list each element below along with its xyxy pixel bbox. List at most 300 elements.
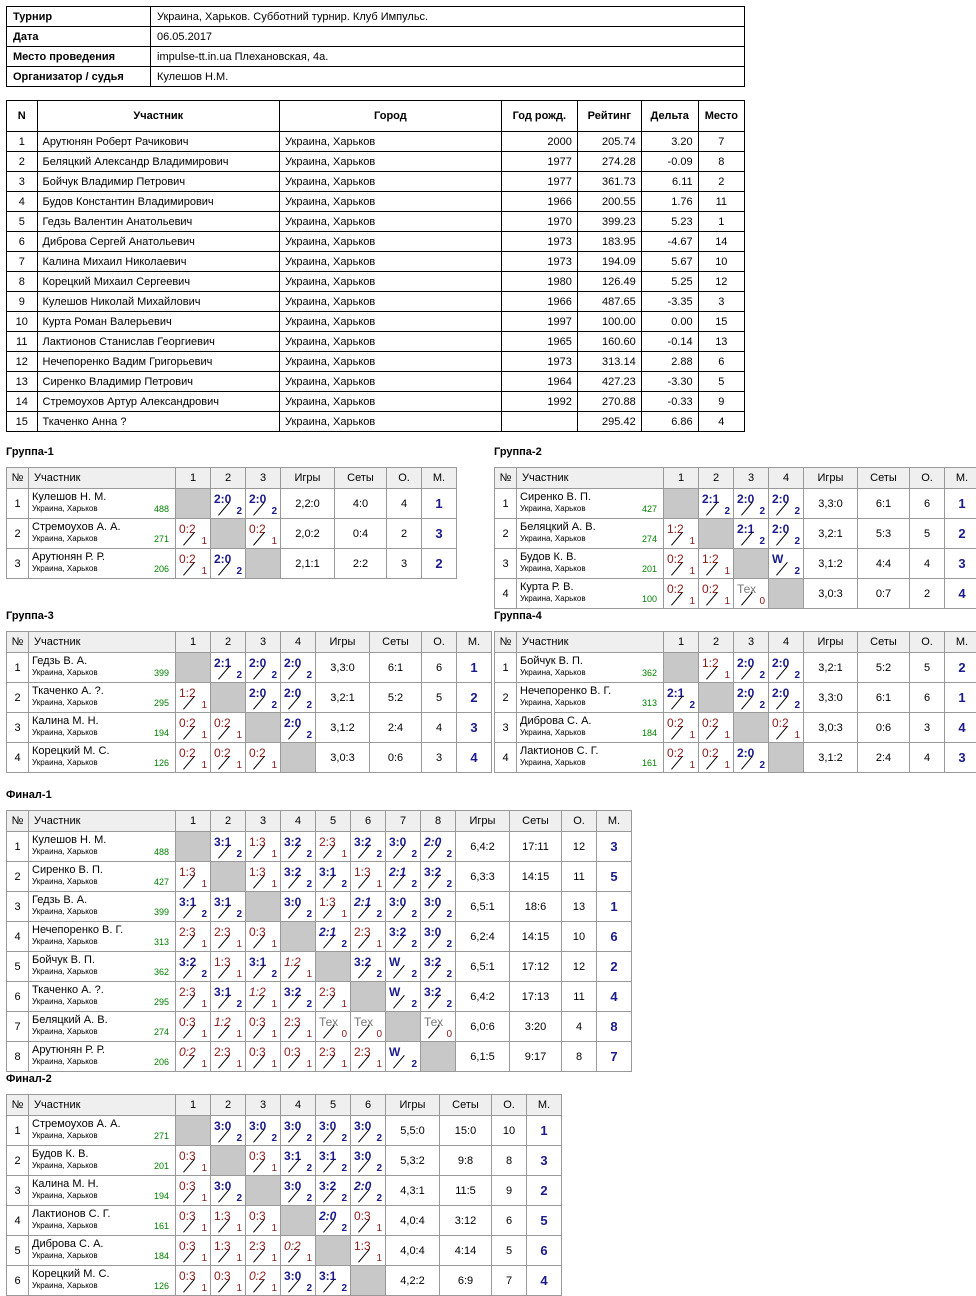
participant-city: Украина, Харьков 362 bbox=[32, 967, 169, 977]
match-result-cell bbox=[351, 1116, 386, 1146]
match-result-cell bbox=[316, 1012, 351, 1042]
match-score-text: 0:2 bbox=[179, 552, 196, 566]
info-value: 06.05.2017 bbox=[151, 27, 745, 47]
col-games-header: Игры bbox=[386, 1095, 440, 1116]
match-score bbox=[769, 653, 803, 682]
match-points: 1 bbox=[724, 566, 730, 577]
match-score bbox=[211, 1116, 245, 1145]
participant-city: Украина, Харьков 399 bbox=[32, 907, 169, 917]
self-match-cell bbox=[316, 1236, 351, 1266]
col-number-header: № bbox=[495, 468, 517, 489]
participant-delta: -0.09 bbox=[641, 152, 698, 172]
col-place-header: М. bbox=[457, 632, 492, 653]
match-score bbox=[316, 922, 350, 951]
info-key: Турнир bbox=[7, 7, 151, 27]
group-row bbox=[7, 1176, 562, 1206]
match-score-text: Тех bbox=[737, 582, 757, 596]
points-summary: 4 bbox=[562, 1012, 597, 1042]
participant-number: 14 bbox=[7, 392, 38, 412]
match-score-text: 2:3 bbox=[214, 1045, 231, 1059]
match-result-cell bbox=[176, 519, 211, 549]
self-match-cell bbox=[176, 653, 211, 683]
points-summary: 4 bbox=[422, 713, 457, 743]
points-summary: 8 bbox=[492, 1146, 527, 1176]
participant-rating: 295.42 bbox=[577, 412, 641, 432]
participant-rating: 274 bbox=[641, 534, 657, 544]
place-summary: 1 bbox=[527, 1116, 562, 1146]
match-score bbox=[281, 892, 315, 921]
row-number: 6 bbox=[7, 982, 29, 1012]
sets-summary: 5:2 bbox=[370, 683, 422, 713]
match-score-text: 0:2 bbox=[667, 582, 684, 596]
participant-row bbox=[7, 252, 745, 272]
match-score bbox=[211, 922, 245, 951]
match-result-cell bbox=[351, 1236, 386, 1266]
participant-city: Украина, Харьков 313 bbox=[32, 937, 169, 947]
participant-birth-year: 1992 bbox=[501, 392, 577, 412]
participant-rating: 295 bbox=[153, 997, 169, 1007]
match-result-cell bbox=[664, 519, 699, 549]
participant-delta: -0.33 bbox=[641, 392, 698, 412]
participants-header: Участник bbox=[37, 101, 280, 132]
participant-place: 10 bbox=[698, 252, 744, 272]
participant-short-name: Нечепоренко В. Г. bbox=[520, 685, 612, 697]
match-score bbox=[246, 1012, 280, 1041]
participant-short-name: Курта Р. В. bbox=[520, 581, 574, 593]
participant-name: Беляцкий Александр Владимирович bbox=[37, 152, 280, 172]
participant-city: Украина, Харьков 399 bbox=[32, 668, 169, 678]
match-result-cell bbox=[351, 952, 386, 982]
participant-short-name: Арутюнян Р. Р. bbox=[32, 1044, 105, 1056]
row-number: 1 bbox=[495, 653, 517, 683]
col-opponent-header: 4 bbox=[281, 811, 316, 832]
match-score bbox=[351, 922, 385, 951]
match-points: 2 bbox=[306, 730, 312, 741]
participant-name: Нечепоренко Вадим Григорьевич bbox=[37, 352, 280, 372]
col-points-header: О. bbox=[562, 811, 597, 832]
match-result-cell bbox=[769, 489, 804, 519]
match-score-text: 2:3 bbox=[249, 1239, 266, 1253]
participant-row bbox=[7, 132, 745, 152]
place-summary: 3 bbox=[597, 832, 632, 862]
info-row bbox=[7, 47, 745, 67]
participant-place: 12 bbox=[698, 272, 744, 292]
match-score bbox=[351, 862, 385, 891]
participants-header: Год рожд. bbox=[501, 101, 577, 132]
group-row bbox=[7, 892, 632, 922]
match-score bbox=[699, 549, 733, 578]
self-match-cell bbox=[176, 489, 211, 519]
col-opponent-header: 4 bbox=[769, 632, 804, 653]
games-summary: 6,4:2 bbox=[456, 982, 510, 1012]
participant-rating: 205.74 bbox=[577, 132, 641, 152]
match-points: 1 bbox=[724, 596, 730, 607]
match-points: 2 bbox=[236, 999, 242, 1010]
row-number: 1 bbox=[7, 832, 29, 862]
self-match-cell bbox=[246, 713, 281, 743]
participant-number: 3 bbox=[7, 172, 38, 192]
match-result-cell bbox=[281, 1266, 316, 1296]
match-points: 1 bbox=[306, 1029, 312, 1040]
col-opponent-header: 4 bbox=[769, 468, 804, 489]
match-points: 2 bbox=[689, 700, 695, 711]
match-score bbox=[176, 683, 210, 712]
match-score bbox=[246, 862, 280, 891]
match-score bbox=[351, 1042, 385, 1071]
participant-city: Украина, Харьков 184 bbox=[32, 1251, 169, 1261]
participant-name: Стремоухов Артур Александрович bbox=[37, 392, 280, 412]
participant-city: Украина, Харьков bbox=[280, 412, 502, 432]
match-score-text: 0:3 bbox=[179, 1179, 196, 1193]
match-score-text: 3:0 bbox=[284, 1269, 302, 1283]
match-result-cell bbox=[176, 743, 211, 773]
match-score-text: 3:0 bbox=[319, 1119, 337, 1133]
match-score bbox=[351, 1116, 385, 1145]
participant-delta: -0.14 bbox=[641, 332, 698, 352]
match-result-cell bbox=[211, 982, 246, 1012]
participant-rating: 194.09 bbox=[577, 252, 641, 272]
match-score-text: 2:3 bbox=[214, 925, 231, 939]
points-summary: 3 bbox=[910, 713, 945, 743]
points-summary: 5 bbox=[422, 683, 457, 713]
match-points: 2 bbox=[236, 1193, 242, 1204]
sets-summary: 5:2 bbox=[858, 653, 910, 683]
match-score bbox=[176, 1012, 210, 1041]
col-opponent-header: 3 bbox=[246, 811, 281, 832]
col-opponent-header: 7 bbox=[386, 811, 421, 832]
row-number: 4 bbox=[7, 1206, 29, 1236]
match-score-text: 0:3 bbox=[354, 1209, 371, 1223]
row-number: 6 bbox=[7, 1266, 29, 1296]
match-points: 1 bbox=[236, 1283, 242, 1294]
match-points: 1 bbox=[376, 1253, 382, 1264]
match-points: 1 bbox=[236, 730, 242, 741]
match-score bbox=[246, 1206, 280, 1235]
participant-short-name: Будов К. В. bbox=[520, 551, 577, 563]
points-summary: 3 bbox=[387, 549, 422, 579]
match-result-cell bbox=[211, 922, 246, 952]
match-score bbox=[211, 892, 245, 921]
points-summary: 4 bbox=[387, 489, 422, 519]
sets-summary: 17:13 bbox=[510, 982, 562, 1012]
group-row bbox=[7, 952, 632, 982]
match-score-text: 3:0 bbox=[249, 1119, 267, 1133]
match-score bbox=[281, 832, 315, 861]
participant-birth-year: 1973 bbox=[501, 232, 577, 252]
match-score-text: 2:0 bbox=[424, 835, 442, 849]
participant-row bbox=[7, 152, 745, 172]
participant-city: Украина, Харьков bbox=[280, 152, 502, 172]
participant-rating: 427 bbox=[153, 877, 169, 887]
participant-city: Украина, Харьков 126 bbox=[32, 758, 169, 768]
match-result-cell bbox=[664, 579, 699, 609]
games-summary: 3,3:0 bbox=[804, 683, 858, 713]
match-score bbox=[211, 489, 245, 518]
col-sets-header: Сеты bbox=[440, 1095, 492, 1116]
self-match-cell bbox=[281, 922, 316, 952]
col-games-header: Игры bbox=[281, 468, 335, 489]
match-points: 2 bbox=[306, 670, 312, 681]
match-result-cell bbox=[246, 743, 281, 773]
match-score-text: 3:0 bbox=[424, 895, 442, 909]
col-opponent-header: 1 bbox=[176, 468, 211, 489]
row-number: 3 bbox=[7, 1176, 29, 1206]
match-points: 1 bbox=[236, 1029, 242, 1040]
match-score-text: 0:2 bbox=[284, 1239, 301, 1253]
participant-rating: 399 bbox=[153, 907, 169, 917]
match-points: 2 bbox=[341, 1163, 347, 1174]
match-score-text: 3:0 bbox=[389, 835, 407, 849]
match-score bbox=[211, 1042, 245, 1071]
participant-cell bbox=[29, 832, 176, 862]
match-score-text: 3:1 bbox=[319, 865, 337, 879]
match-result-cell bbox=[386, 832, 421, 862]
games-summary: 4,0:4 bbox=[386, 1236, 440, 1266]
participant-delta: 5.23 bbox=[641, 212, 698, 232]
participant-number: 6 bbox=[7, 232, 38, 252]
match-result-cell bbox=[281, 952, 316, 982]
participant-number: 10 bbox=[7, 312, 38, 332]
info-value: impulse-tt.in.ua Плехановская, 4а. bbox=[151, 47, 745, 67]
match-points: 2 bbox=[446, 849, 452, 860]
group-table bbox=[6, 1094, 562, 1296]
points-summary: 5 bbox=[910, 653, 945, 683]
match-result-cell bbox=[281, 862, 316, 892]
group-row bbox=[7, 982, 632, 1012]
match-points: 2 bbox=[271, 700, 277, 711]
participant-birth-year: 1973 bbox=[501, 252, 577, 272]
match-points: 2 bbox=[446, 939, 452, 950]
participant-cell bbox=[29, 1176, 176, 1206]
match-score-text: 1:3 bbox=[179, 865, 196, 879]
match-points: 1 bbox=[201, 1283, 207, 1294]
row-number: 4 bbox=[495, 743, 517, 773]
match-score bbox=[176, 922, 210, 951]
place-summary: 4 bbox=[945, 579, 976, 609]
games-summary: 2,0:2 bbox=[281, 519, 335, 549]
match-score bbox=[734, 653, 768, 682]
participant-city: Украина, Харьков 201 bbox=[520, 564, 657, 574]
self-match-cell bbox=[246, 1176, 281, 1206]
participant-rating: 201 bbox=[153, 1161, 169, 1171]
participant-short-name: Корецкий М. С. bbox=[32, 1268, 110, 1280]
match-result-cell bbox=[351, 922, 386, 952]
row-number: 3 bbox=[495, 549, 517, 579]
row-number: 1 bbox=[495, 489, 517, 519]
games-summary: 4,0:4 bbox=[386, 1206, 440, 1236]
participant-rating: 200.55 bbox=[577, 192, 641, 212]
match-points: 1 bbox=[376, 1223, 382, 1234]
participant-short-name: Корецкий М. С. bbox=[32, 745, 110, 757]
sets-summary: 0:6 bbox=[370, 743, 422, 773]
participant-place: 13 bbox=[698, 332, 744, 352]
match-score-text: 2:1 bbox=[667, 686, 685, 700]
self-match-cell bbox=[246, 892, 281, 922]
match-score-text: 2:0 bbox=[249, 492, 267, 506]
match-points: 1 bbox=[236, 939, 242, 950]
match-points: 1 bbox=[724, 730, 730, 741]
participant-number: 1 bbox=[7, 132, 38, 152]
match-points: 2 bbox=[376, 849, 382, 860]
match-score bbox=[699, 489, 733, 518]
participant-city: Украина, Харьков bbox=[280, 212, 502, 232]
col-participant-header: Участник bbox=[517, 468, 664, 489]
match-score-text: 2:3 bbox=[319, 985, 336, 999]
match-result-cell bbox=[351, 892, 386, 922]
match-score bbox=[176, 1236, 210, 1265]
participant-place: 11 bbox=[698, 192, 744, 212]
row-number: 2 bbox=[7, 862, 29, 892]
match-score bbox=[211, 713, 245, 742]
match-points: 2 bbox=[236, 849, 242, 860]
sets-summary: 4:14 bbox=[440, 1236, 492, 1266]
games-summary: 4,3:1 bbox=[386, 1176, 440, 1206]
match-score bbox=[421, 952, 455, 981]
match-result-cell bbox=[176, 1266, 211, 1296]
col-opponent-header: 3 bbox=[734, 468, 769, 489]
participant-name: Калина Михаил Николаевич bbox=[37, 252, 280, 272]
match-points: 1 bbox=[689, 730, 695, 741]
match-result-cell bbox=[664, 713, 699, 743]
match-points: 2 bbox=[341, 1223, 347, 1234]
match-points: 0 bbox=[759, 596, 765, 607]
match-points: 0 bbox=[446, 1029, 452, 1040]
participant-short-name: Диброва С. А. bbox=[32, 1238, 104, 1250]
row-number: 7 bbox=[7, 1012, 29, 1042]
match-points: 2 bbox=[271, 1133, 277, 1144]
col-sets-header: Сеты bbox=[370, 632, 422, 653]
participant-rating: 313.14 bbox=[577, 352, 641, 372]
match-score-text: 2:1 bbox=[737, 522, 755, 536]
info-row bbox=[7, 7, 745, 27]
participant-birth-year: 1977 bbox=[501, 152, 577, 172]
match-score bbox=[734, 519, 768, 548]
participant-delta: -4.67 bbox=[641, 232, 698, 252]
match-score-text: 2:0 bbox=[737, 746, 755, 760]
participant-place: 5 bbox=[698, 372, 744, 392]
match-result-cell bbox=[176, 713, 211, 743]
col-opponent-header: 1 bbox=[176, 811, 211, 832]
match-score-text: 0:3 bbox=[249, 1045, 266, 1059]
match-score-text: 1:3 bbox=[319, 895, 336, 909]
sets-summary: 9:8 bbox=[440, 1146, 492, 1176]
match-score-text: 0:3 bbox=[249, 1209, 266, 1223]
participant-rating: 206 bbox=[153, 564, 169, 574]
place-summary: 1 bbox=[945, 683, 976, 713]
self-match-cell bbox=[769, 579, 804, 609]
participant-delta: 6.86 bbox=[641, 412, 698, 432]
match-result-cell bbox=[316, 922, 351, 952]
match-score-text: 0:2 bbox=[179, 522, 196, 536]
participant-row bbox=[7, 292, 745, 312]
self-match-cell bbox=[664, 653, 699, 683]
col-games-header: Игры bbox=[456, 811, 510, 832]
row-number: 5 bbox=[7, 1236, 29, 1266]
match-score-text: 2:3 bbox=[179, 985, 196, 999]
match-points: 1 bbox=[271, 1029, 277, 1040]
match-result-cell bbox=[699, 713, 734, 743]
points-summary: 11 bbox=[562, 862, 597, 892]
match-points: 2 bbox=[759, 536, 765, 547]
match-score-text: 3:2 bbox=[354, 955, 372, 969]
group-title: Финал-1 bbox=[6, 789, 52, 801]
match-score-text: 0:3 bbox=[179, 1239, 196, 1253]
match-score bbox=[664, 683, 698, 712]
col-place-header: М. bbox=[945, 632, 976, 653]
group-row bbox=[7, 653, 492, 683]
sets-summary: 6:9 bbox=[440, 1266, 492, 1296]
match-result-cell bbox=[664, 743, 699, 773]
points-summary: 5 bbox=[910, 519, 945, 549]
match-score-text: 1:3 bbox=[354, 1239, 371, 1253]
participant-rating: 313 bbox=[641, 698, 657, 708]
participant-short-name: Бойчук В. П. bbox=[520, 655, 583, 667]
match-score bbox=[176, 519, 210, 548]
participant-number: 11 bbox=[7, 332, 38, 352]
match-score bbox=[421, 832, 455, 861]
match-score bbox=[211, 1266, 245, 1295]
place-summary: 1 bbox=[422, 489, 457, 519]
match-score-text: 2:3 bbox=[354, 1045, 371, 1059]
match-points: 1 bbox=[271, 1163, 277, 1174]
col-games-header: Игры bbox=[804, 468, 858, 489]
participant-city: Украина, Харьков 295 bbox=[32, 997, 169, 1007]
match-score-text: 0:3 bbox=[179, 1149, 196, 1163]
match-result-cell bbox=[176, 982, 211, 1012]
points-summary: 13 bbox=[562, 892, 597, 922]
group-row bbox=[495, 579, 976, 609]
participant-name: Диброва Сергей Анатольевич bbox=[37, 232, 280, 252]
participant-rating: 126.49 bbox=[577, 272, 641, 292]
match-score-text: 0:2 bbox=[179, 1045, 196, 1059]
participant-city: Украина, Харьков bbox=[280, 192, 502, 212]
sets-summary: 15:0 bbox=[440, 1116, 492, 1146]
participant-short-name: Калина М. Н. bbox=[32, 715, 99, 727]
participant-name: Курта Роман Валерьевич bbox=[37, 312, 280, 332]
match-result-cell bbox=[281, 832, 316, 862]
sets-summary: 0:7 bbox=[858, 579, 910, 609]
match-result-cell bbox=[246, 832, 281, 862]
match-result-cell bbox=[281, 1236, 316, 1266]
points-summary: 11 bbox=[562, 982, 597, 1012]
match-points: 2 bbox=[759, 670, 765, 681]
participant-short-name: Беляцкий А. В. bbox=[520, 521, 596, 533]
match-points: 2 bbox=[341, 1133, 347, 1144]
match-points: 2 bbox=[376, 969, 382, 980]
match-score-text: 3:0 bbox=[354, 1119, 372, 1133]
match-score-text: 0:3 bbox=[179, 1269, 196, 1283]
col-opponent-header: 5 bbox=[316, 1095, 351, 1116]
group-row bbox=[495, 489, 976, 519]
participant-city: Украина, Харьков 488 bbox=[32, 847, 169, 857]
participant-short-name: Бойчук В. П. bbox=[32, 954, 95, 966]
col-place-header: М. bbox=[597, 811, 632, 832]
match-result-cell bbox=[211, 892, 246, 922]
group-title: Группа-3 bbox=[6, 610, 54, 622]
place-summary: 6 bbox=[597, 922, 632, 952]
participant-cell bbox=[517, 519, 664, 549]
match-score bbox=[211, 653, 245, 682]
match-score-text: 0:3 bbox=[214, 1269, 231, 1283]
group-title: Группа-2 bbox=[494, 446, 542, 458]
match-score bbox=[246, 1116, 280, 1145]
match-score-text: 0:2 bbox=[772, 716, 789, 730]
match-score-text: 1:2 bbox=[249, 985, 266, 999]
match-score-text: 3:0 bbox=[389, 895, 407, 909]
match-result-cell bbox=[316, 1176, 351, 1206]
match-score bbox=[421, 982, 455, 1011]
group-row bbox=[7, 1146, 562, 1176]
